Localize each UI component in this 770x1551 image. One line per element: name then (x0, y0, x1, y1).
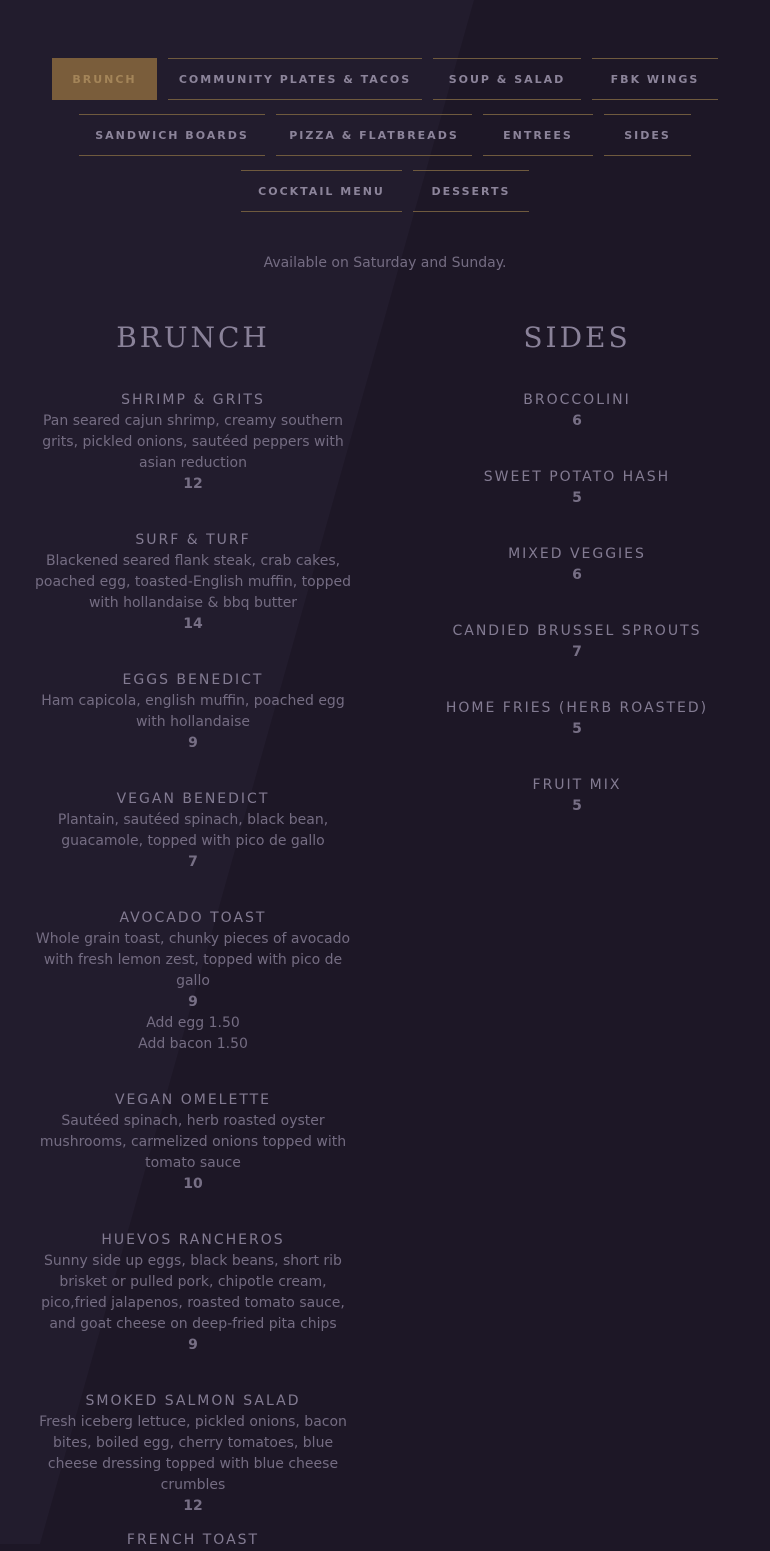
menu-item-name: CANDIED BRUSSEL SPROUTS (452, 623, 702, 639)
menu-item-price: 7 (572, 644, 582, 660)
menu-item-addon: Add egg 1.50 (146, 1015, 240, 1031)
tab-fbk-wings[interactable]: FBK WINGS (592, 58, 718, 100)
menu-item-name: SMOKED SALMON SALAD (85, 1393, 301, 1409)
menu-item-name: FRUIT MIX (532, 777, 622, 793)
menu-item-description: Sunny side up eggs, black beans, short rib brisket or pulled pork, chipotle cream, pico,fried jalapenos, roasted tomato sauce, and goat cheese on deep-fried pita chips (41, 1253, 345, 1332)
menu-item-name: FRENCH TOAST (126, 1532, 260, 1548)
menu-item-description: Whole grain toast, chunky pieces of avocado with fresh lemon zest, topped with pico de gallo (35, 931, 351, 989)
menu-item-price: 5 (572, 798, 582, 814)
menu-item-price: 5 (572, 721, 582, 737)
tab-sides[interactable]: SIDES (604, 114, 691, 156)
menu-item (28, 670, 358, 754)
tab-cocktail-menu[interactable]: COCKTAIL MENU (241, 170, 402, 212)
menu-item-name: SWEET POTATO HASH (483, 469, 671, 485)
menu-item-price: 6 (572, 413, 582, 429)
menu-item-name: HOME FRIES (HERB ROASTED) (445, 700, 709, 716)
tab-brunch[interactable]: BRUNCH (52, 58, 157, 100)
menu-item-price: 9 (188, 1337, 198, 1353)
menu-item-description: Sautéed spinach, herb roasted oyster mushrooms, carmelized onions topped with tomato sauce (39, 1113, 347, 1171)
sides-section-title: SIDES (523, 321, 631, 354)
sides-menu-list (412, 0, 742, 900)
menu-item-price: 5 (572, 490, 582, 506)
tab-sandwich-boards[interactable]: SANDWICH BOARDS (79, 114, 265, 156)
menu-item-description: Plantain, sautéed spinach, black bean, guacamole, topped with pico de gallo (57, 812, 329, 849)
menu-item (28, 1391, 358, 1517)
menu-item-description: Pan seared cajun shrimp, creamy southern grits, pickled onions, sautéed peppers with asian reduction (42, 413, 344, 471)
menu-item-description: Blackened seared flank steak, crab cakes, poached egg, toasted-English muffin, topped with hollandaise & bbq butter (35, 553, 351, 611)
tab-desserts[interactable]: DESSERTS (413, 170, 529, 212)
menu-item-price: 9 (188, 735, 198, 751)
menu-item (412, 467, 742, 509)
menu-item (28, 789, 358, 873)
brunch-section-title: BRUNCH (116, 321, 270, 354)
brunch-menu-list (28, 0, 358, 1548)
tab-soup-salad[interactable]: SOUP & SALAD (433, 58, 581, 100)
menu-item-name: VEGAN BENEDICT (116, 791, 270, 807)
menu-item-description: Ham capicola, english muffin, poached egg with hollandaise (41, 693, 345, 730)
menu-item-price: 14 (183, 616, 203, 632)
menu-item (412, 390, 742, 432)
menu-item-name: BROCCOLINI (523, 392, 631, 408)
menu-item-price: 9 (188, 994, 198, 1010)
menu-item (412, 621, 742, 663)
menu-item-price: 6 (572, 567, 582, 583)
menu-item-name: EGGS BENEDICT (122, 672, 264, 688)
menu-item-name: AVOCADO TOAST (119, 910, 267, 926)
menu-item (412, 775, 742, 817)
tab-pizza-flatbreads[interactable]: PIZZA & FLATBREADS (276, 114, 472, 156)
menu-item-price: 12 (183, 1498, 203, 1514)
menu-item (28, 390, 358, 495)
menu-item-name: HUEVOS RANCHEROS (101, 1232, 285, 1248)
tab-entrees[interactable]: ENTREES (483, 114, 593, 156)
menu-item-description: Fresh iceberg lettuce, pickled onions, bacon bites, boiled egg, cherry tomatoes, blue cheese dressing topped with blue cheese crumbles (39, 1414, 347, 1493)
menu-item-name: SURF & TURF (135, 532, 251, 548)
menu-item-name: VEGAN OMELETTE (114, 1092, 272, 1108)
menu-item-price: 10 (183, 1176, 203, 1192)
menu-item-price: 12 (183, 476, 203, 492)
menu-item-name: MIXED VEGGIES (508, 546, 646, 562)
menu-item (28, 1530, 358, 1551)
menu-item-name: SHRIMP & GRITS (121, 392, 265, 408)
menu-item (28, 530, 358, 635)
menu-item-addon: Add bacon 1.50 (138, 1036, 248, 1052)
menu-item (28, 1230, 358, 1356)
menu-item (412, 698, 742, 740)
menu-item (28, 1090, 358, 1195)
menu-item (28, 908, 358, 1055)
menu-item (412, 544, 742, 586)
availability-note: Available on Saturday and Sunday. (263, 255, 507, 271)
tab-community-plates-tacos[interactable]: COMMUNITY PLATES & TACOS (168, 58, 422, 100)
menu-item-price: 7 (188, 854, 198, 870)
